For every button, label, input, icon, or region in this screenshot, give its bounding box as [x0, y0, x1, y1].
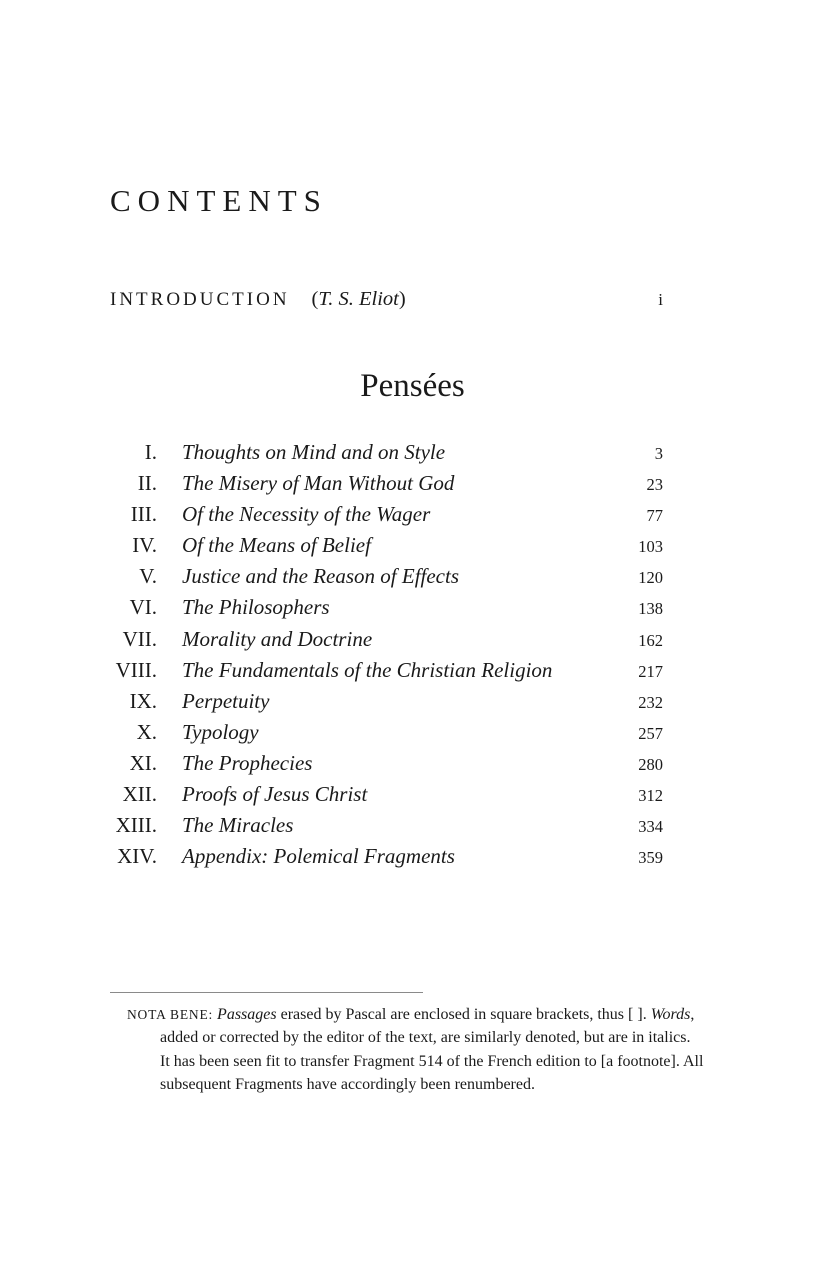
- chapter-page-number: 312: [638, 786, 663, 806]
- chapter-numeral: III.: [130, 502, 157, 527]
- chapter-title: Perpetuity: [182, 688, 270, 713]
- chapter-numeral: VII.: [122, 626, 157, 651]
- chapter-page-number: 257: [638, 723, 663, 743]
- chapter-numeral: IX.: [129, 688, 157, 713]
- toc-row: [110, 627, 663, 658]
- chapter-numeral: II.: [137, 471, 157, 496]
- footnote: [110, 992, 718, 1096]
- chapter-page-number: 103: [638, 537, 663, 557]
- chapter-title: The Miracles: [182, 813, 294, 838]
- toc-row: [110, 844, 663, 875]
- toc-row: [110, 533, 663, 564]
- chapter-title: Justice and the Reason of Effects: [182, 564, 460, 589]
- chapter-page-number: 3: [654, 444, 663, 463]
- chapter-title: Typology: [182, 719, 259, 744]
- toc-row: [110, 564, 663, 595]
- toc-list: [110, 440, 663, 875]
- toc-row: [110, 689, 663, 720]
- chapter-page-number: 162: [638, 630, 663, 650]
- chapter-numeral: XIII.: [115, 813, 157, 838]
- introduction-author-wrap: [312, 288, 406, 311]
- chapter-title: Morality and Doctrine: [182, 626, 373, 651]
- section-heading: Pensées: [360, 368, 465, 404]
- chapter-page-number: 23: [646, 475, 663, 495]
- chapter-title: Appendix: Polemical Fragments: [182, 844, 455, 869]
- introduction-row: [110, 288, 663, 311]
- chapter-page-number: 280: [638, 754, 663, 774]
- footnote-text-1: erased by Pascal are enclosed in square brackets, thus [ ].: [276, 1006, 651, 1023]
- paren-open: (: [311, 288, 319, 310]
- chapter-title: Proofs of Jesus Christ: [182, 782, 368, 807]
- chapter-page-number: 120: [638, 568, 663, 588]
- toc-row: [110, 471, 663, 502]
- toc-row: [110, 502, 663, 533]
- footnote-text-2: , added or corrected by the editor of the text, are similarly denoted, but are in italics.: [160, 1006, 695, 1046]
- footnote-divider: [110, 992, 423, 993]
- chapter-title: Of the Necessity of the Wager: [182, 502, 431, 527]
- chapter-title: The Prophecies: [182, 750, 313, 775]
- introduction-label: INTRODUCTION: [110, 289, 290, 310]
- toc-row: [110, 751, 663, 782]
- chapter-numeral: I.: [144, 440, 157, 464]
- chapter-page-number: 77: [646, 506, 663, 526]
- nota-bene-label: NOTA BENE:: [127, 1007, 214, 1022]
- toc-row: [110, 595, 663, 626]
- chapter-numeral: XI.: [129, 750, 157, 775]
- toc-row: [110, 813, 663, 844]
- chapter-numeral: V.: [139, 564, 157, 589]
- footnote-para-1: [110, 1004, 718, 1049]
- footnote-para-2: It has been seen fit to transfer Fragment 514 of the French edition to [a footnote]. All subsequent Fragments have accordingly been renumbered.: [160, 1053, 704, 1093]
- chapter-numeral: VI.: [129, 595, 157, 620]
- chapter-page-number: 334: [638, 817, 663, 837]
- chapter-numeral: IV.: [132, 533, 157, 558]
- chapter-page-number: 232: [638, 692, 663, 712]
- introduction-page-number: i: [658, 290, 663, 309]
- toc-row: [110, 720, 663, 751]
- chapter-page-number: 359: [638, 848, 663, 868]
- chapter-page-number: 138: [638, 599, 663, 619]
- page-title: CONTENTS: [110, 183, 328, 218]
- chapter-numeral: XIV.: [117, 844, 157, 869]
- chapter-title: Thoughts on Mind and on Style: [182, 440, 446, 464]
- paren-close: ): [398, 288, 406, 310]
- chapter-page-number: 217: [638, 661, 663, 681]
- toc-row: [110, 658, 663, 689]
- chapter-numeral: X.: [136, 719, 157, 744]
- chapter-title: The Fundamentals of the Christian Religion: [182, 657, 553, 682]
- chapter-title: Of the Means of Belief: [182, 533, 371, 558]
- introduction-author: T. S. Eliot: [318, 288, 399, 310]
- chapter-title: The Misery of Man Without God: [182, 471, 455, 496]
- chapter-numeral: VIII.: [115, 657, 157, 682]
- footnote-italic-words: Words: [650, 1006, 691, 1023]
- chapter-numeral: XII.: [122, 782, 157, 807]
- toc-row: [110, 782, 663, 813]
- footnote-italic-passages: Passages: [217, 1006, 277, 1023]
- toc-row: [110, 440, 663, 471]
- chapter-title: The Philosophers: [182, 595, 330, 620]
